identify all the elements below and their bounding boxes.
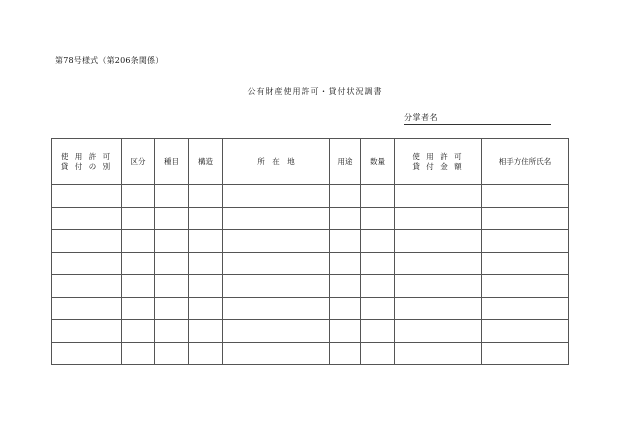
cell-structure[interactable] <box>189 207 223 230</box>
cell-permit-lease-amount[interactable] <box>395 207 482 230</box>
cell-category[interactable] <box>122 342 155 364</box>
cell-counterparty[interactable] <box>482 275 569 298</box>
status-table <box>51 138 569 365</box>
cell-location[interactable] <box>223 275 330 298</box>
cell-counterparty[interactable] <box>482 297 569 320</box>
cell-counterparty[interactable] <box>482 252 569 275</box>
cell-quantity[interactable] <box>361 297 395 320</box>
cell-item-type[interactable] <box>155 252 189 275</box>
table-row <box>52 342 569 364</box>
header-counterparty-address-name: 相手方住所氏名 <box>482 139 569 185</box>
cell-permit-lease-amount[interactable] <box>395 275 482 298</box>
cell-location[interactable] <box>223 230 330 253</box>
cell-quantity[interactable] <box>361 185 395 208</box>
cell-item-type[interactable] <box>155 275 189 298</box>
cell-structure[interactable] <box>189 297 223 320</box>
cell-category[interactable] <box>122 252 155 275</box>
cell-usage[interactable] <box>330 230 361 253</box>
table-row <box>52 252 569 275</box>
cell-quantity[interactable] <box>361 207 395 230</box>
cell-counterparty[interactable] <box>482 207 569 230</box>
cell-location[interactable] <box>223 185 330 208</box>
table-row <box>52 207 569 230</box>
cell-usage[interactable] <box>330 185 361 208</box>
header-permit-lease-amount: 使 用 許 可 貸 付 金 額 <box>395 139 482 185</box>
cell-quantity[interactable] <box>361 275 395 298</box>
header-category: 区分 <box>122 139 155 185</box>
cell-structure[interactable] <box>189 342 223 364</box>
table-row <box>52 297 569 320</box>
cell-permit-lease-type[interactable] <box>52 207 122 230</box>
cell-category[interactable] <box>122 275 155 298</box>
cell-counterparty[interactable] <box>482 185 569 208</box>
cell-item-type[interactable] <box>155 342 189 364</box>
cell-item-type[interactable] <box>155 230 189 253</box>
header-item-type: 種目 <box>155 139 189 185</box>
cell-structure[interactable] <box>189 252 223 275</box>
cell-permit-lease-amount[interactable] <box>395 185 482 208</box>
cell-quantity[interactable] <box>361 230 395 253</box>
header-permit-lease-type: 使 用 許 可 貸 付 の 別 <box>52 139 122 185</box>
form-number: 第78号様式（第206条関係） <box>55 56 164 65</box>
cell-permit-lease-type[interactable] <box>52 275 122 298</box>
cell-usage[interactable] <box>330 275 361 298</box>
table-header-row <box>52 139 569 185</box>
header-usage: 用途 <box>330 139 361 185</box>
cell-permit-lease-amount[interactable] <box>395 297 482 320</box>
cell-usage[interactable] <box>330 252 361 275</box>
table-row <box>52 320 569 343</box>
cell-usage[interactable] <box>330 320 361 343</box>
cell-structure[interactable] <box>189 275 223 298</box>
document-title: 公有財産使用許可・貸付状況調書 <box>247 87 383 96</box>
cell-quantity[interactable] <box>361 320 395 343</box>
cell-location[interactable] <box>223 207 330 230</box>
cell-permit-lease-type[interactable] <box>52 230 122 253</box>
header-location: 所 在 地 <box>223 139 330 185</box>
cell-structure[interactable] <box>189 230 223 253</box>
cell-permit-lease-amount[interactable] <box>395 320 482 343</box>
cell-permit-lease-type[interactable] <box>52 342 122 364</box>
cell-structure[interactable] <box>189 185 223 208</box>
table-body <box>52 185 569 365</box>
cell-category[interactable] <box>122 297 155 320</box>
cell-permit-lease-type[interactable] <box>52 252 122 275</box>
cell-category[interactable] <box>122 207 155 230</box>
cell-category[interactable] <box>122 230 155 253</box>
cell-quantity[interactable] <box>361 252 395 275</box>
cell-permit-lease-type[interactable] <box>52 297 122 320</box>
cell-permit-lease-type[interactable] <box>52 320 122 343</box>
manager-name-label: 分掌者名 <box>404 113 438 122</box>
cell-permit-lease-type[interactable] <box>52 185 122 208</box>
cell-category[interactable] <box>122 185 155 208</box>
cell-usage[interactable] <box>330 207 361 230</box>
cell-permit-lease-amount[interactable] <box>395 252 482 275</box>
cell-counterparty[interactable] <box>482 230 569 253</box>
cell-location[interactable] <box>223 342 330 364</box>
table-row <box>52 230 569 253</box>
cell-usage[interactable] <box>330 297 361 320</box>
cell-permit-lease-amount[interactable] <box>395 342 482 364</box>
cell-location[interactable] <box>223 320 330 343</box>
cell-item-type[interactable] <box>155 297 189 320</box>
cell-item-type[interactable] <box>155 185 189 208</box>
cell-item-type[interactable] <box>155 320 189 343</box>
header-structure: 構造 <box>189 139 223 185</box>
header-quantity: 数量 <box>361 139 395 185</box>
cell-item-type[interactable] <box>155 207 189 230</box>
cell-permit-lease-amount[interactable] <box>395 230 482 253</box>
cell-usage[interactable] <box>330 342 361 364</box>
manager-name-field[interactable] <box>404 112 551 125</box>
cell-structure[interactable] <box>189 320 223 343</box>
table-row <box>52 275 569 298</box>
cell-category[interactable] <box>122 320 155 343</box>
cell-quantity[interactable] <box>361 342 395 364</box>
cell-location[interactable] <box>223 252 330 275</box>
cell-location[interactable] <box>223 297 330 320</box>
cell-counterparty[interactable] <box>482 320 569 343</box>
table-row <box>52 185 569 208</box>
cell-counterparty[interactable] <box>482 342 569 364</box>
